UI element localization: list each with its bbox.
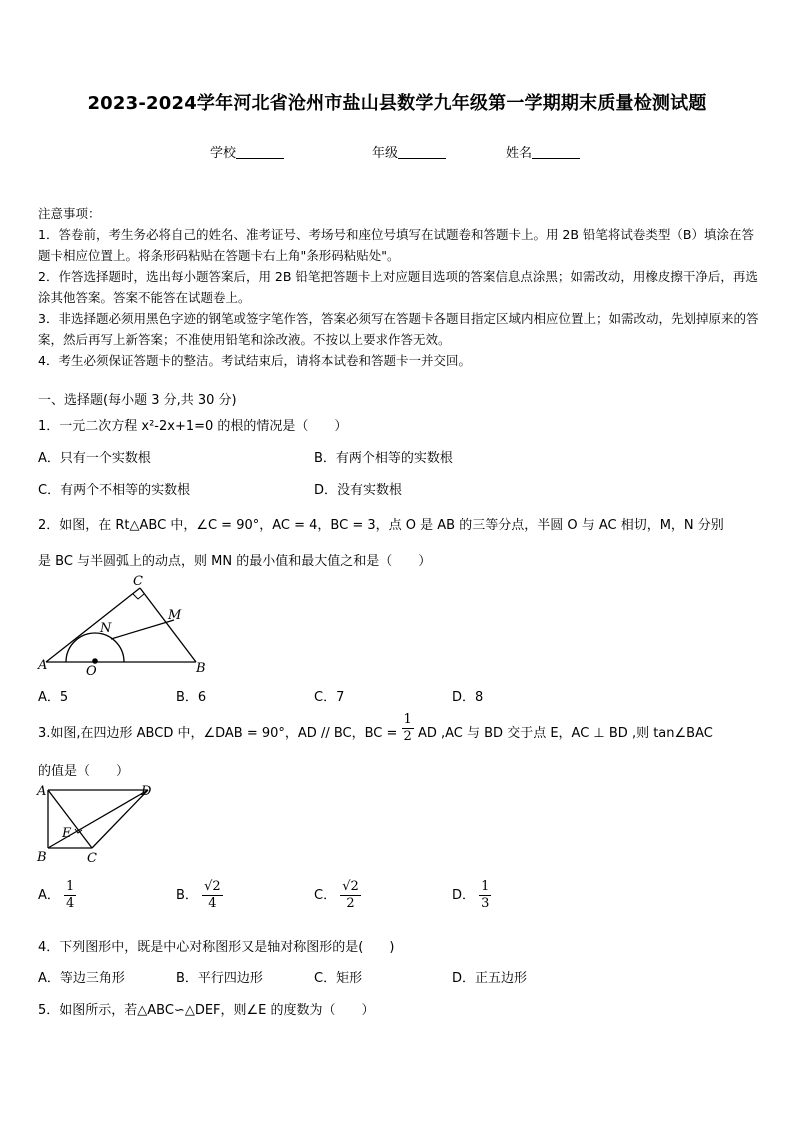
q1-option-d: D．没有实数根 — [314, 483, 403, 498]
q3-text-part-1: 3.如图,在四边形 ABCD 中，∠DAB = 90°，AD // BC，BC = — [38, 726, 398, 741]
fig2-label-b: B — [196, 661, 206, 676]
fig2-label-c: C — [133, 574, 143, 589]
notes-heading: 注意事项： — [38, 206, 101, 221]
q2-option-b: B．6 — [176, 690, 207, 705]
q3-option-a-letter: A． — [38, 888, 60, 903]
fig2-label-a: A — [38, 658, 48, 673]
q3-option-b-letter: B． — [176, 888, 198, 903]
q4-option-b: B．平行四边形 — [176, 971, 263, 986]
question-1-stem: 1．一元二次方程 x²-2x+1=0 的根的情况是（ ） — [38, 419, 348, 434]
q3-option-a-fraction — [64, 879, 76, 912]
q3-option-a-den: 4 — [66, 896, 75, 911]
q2-option-a: A．5 — [38, 690, 69, 705]
q3-text-part-2: AD ,AC 与 BD 交于点 E，AC ⊥ BD ,则 tan∠BAC — [417, 726, 713, 741]
q1-option-b: B．有两个相等的实数根 — [314, 451, 453, 466]
q3-option-c-letter: C． — [314, 888, 337, 903]
section-heading: 一、选择题(每小题 3 分,共 30 分) — [38, 393, 237, 408]
q1-option-a: A．只有一个实数根 — [38, 451, 151, 466]
notes-block — [38, 203, 760, 371]
q2-triangle-figure — [36, 572, 216, 680]
fig3-label-a: A — [37, 784, 47, 799]
q3-option-d-den: 3 — [481, 896, 490, 911]
notes-item: 1．答卷前，考生务必将自己的姓名、准考证号、考场号和座位号填写在试题卷和答题卡上。用 2B 铅笔将试卷类型（B）填涂在答题卡相应位置上。将条形码粘贴在答题卡右上角"条形码粘贴处"。 — [38, 227, 755, 263]
q3-option-b-num: √2 — [204, 879, 221, 894]
q3-option-b — [176, 879, 223, 912]
grade-field — [372, 142, 446, 161]
question-2-line-2: 是 BC 与半圆弧上的动点，则 MN 的最小值和最大值之和是（ ） — [38, 554, 432, 569]
question-3-line-2: 的值是（ ） — [38, 764, 130, 779]
school-field — [210, 142, 284, 161]
q3-option-d-num: 1 — [481, 879, 490, 894]
grade-label: 年级 — [372, 146, 399, 161]
fig2-label-m: M — [168, 608, 182, 623]
question-2-line-1: 2．如图，在 Rt△ABC 中，∠C = 90°，AC = 4，BC = 3，点 O 是 AB 的三等分点，半圆 O 与 AC 相切，M，N 分别 — [38, 518, 724, 533]
q3-option-b-fraction — [202, 879, 223, 912]
q3-half-fraction — [402, 712, 414, 745]
fig3-label-c: C — [87, 851, 97, 865]
q4-option-d: D．正五边形 — [452, 971, 528, 986]
fig3-label-d: D — [141, 784, 152, 799]
notes-item: 2．作答选择题时，选出每小题答案后，用 2B 铅笔把答题卡上对应题目选项的答案信息点涂黑；如需改动，用橡皮擦干净后，再选涂其他答案。答案不能答在试题卷上。 — [38, 269, 758, 305]
school-blank — [236, 145, 284, 159]
q3-half-den: 2 — [403, 729, 412, 744]
q3-option-c-den: 2 — [346, 896, 355, 911]
notes-item: 3．非选择题必须用黑色字迹的钢笔或签字笔作答，答案必须写在答题卡各题目指定区域内相应位置上；如需改动，先划掉原来的答案，然后再写上新答案；不准使用铅笔和涂改液。不按以上要求作答无效。 — [38, 311, 759, 347]
q3-option-c-fraction — [340, 879, 361, 912]
question-5-stem: 5．如图所示，若△ABC∽△DEF，则∠E 的度数为（ ） — [38, 1003, 375, 1018]
question-4-stem: 4．下列图形中，既是中心对称图形又是轴对称图形的是( ) — [38, 940, 395, 955]
name-blank — [532, 145, 580, 159]
q3-option-b-den: 4 — [208, 896, 217, 911]
fig2-label-n: N — [100, 621, 112, 636]
grade-blank — [398, 145, 446, 159]
q3-option-d-letter: D． — [452, 888, 476, 903]
school-label: 学校 — [210, 146, 237, 161]
page-title: 2023-2024学年河北省沧州市盐山县数学九年级第一学期期末质量检测试题 — [87, 93, 707, 114]
q2-option-c: C．7 — [314, 690, 345, 705]
q3-option-a-num: 1 — [66, 879, 75, 894]
fig3-label-b: B — [37, 850, 47, 865]
q2-option-d: D．8 — [452, 690, 484, 705]
q3-option-c — [314, 879, 361, 912]
fig3-label-e: E — [62, 826, 72, 841]
q3-half-num: 1 — [403, 712, 412, 727]
q1-option-c: C．有两个不相等的实数根 — [38, 483, 191, 498]
q4-option-a: A．等边三角形 — [38, 971, 125, 986]
q3-option-c-num: √2 — [342, 879, 359, 894]
notes-item: 4．考生必须保证答题卡的整洁。考试结束后，请将本试卷和答题卡一并交回。 — [38, 353, 471, 368]
q3-option-a — [38, 879, 76, 912]
q4-option-c: C．矩形 — [314, 971, 363, 986]
name-field — [506, 142, 580, 161]
q3-option-d — [452, 879, 491, 912]
question-3-line-1 — [38, 712, 713, 745]
q3-quadrilateral-figure — [34, 781, 164, 865]
q3-option-d-fraction — [479, 879, 491, 912]
name-label: 姓名 — [506, 146, 533, 161]
fig2-label-o: O — [86, 664, 97, 679]
